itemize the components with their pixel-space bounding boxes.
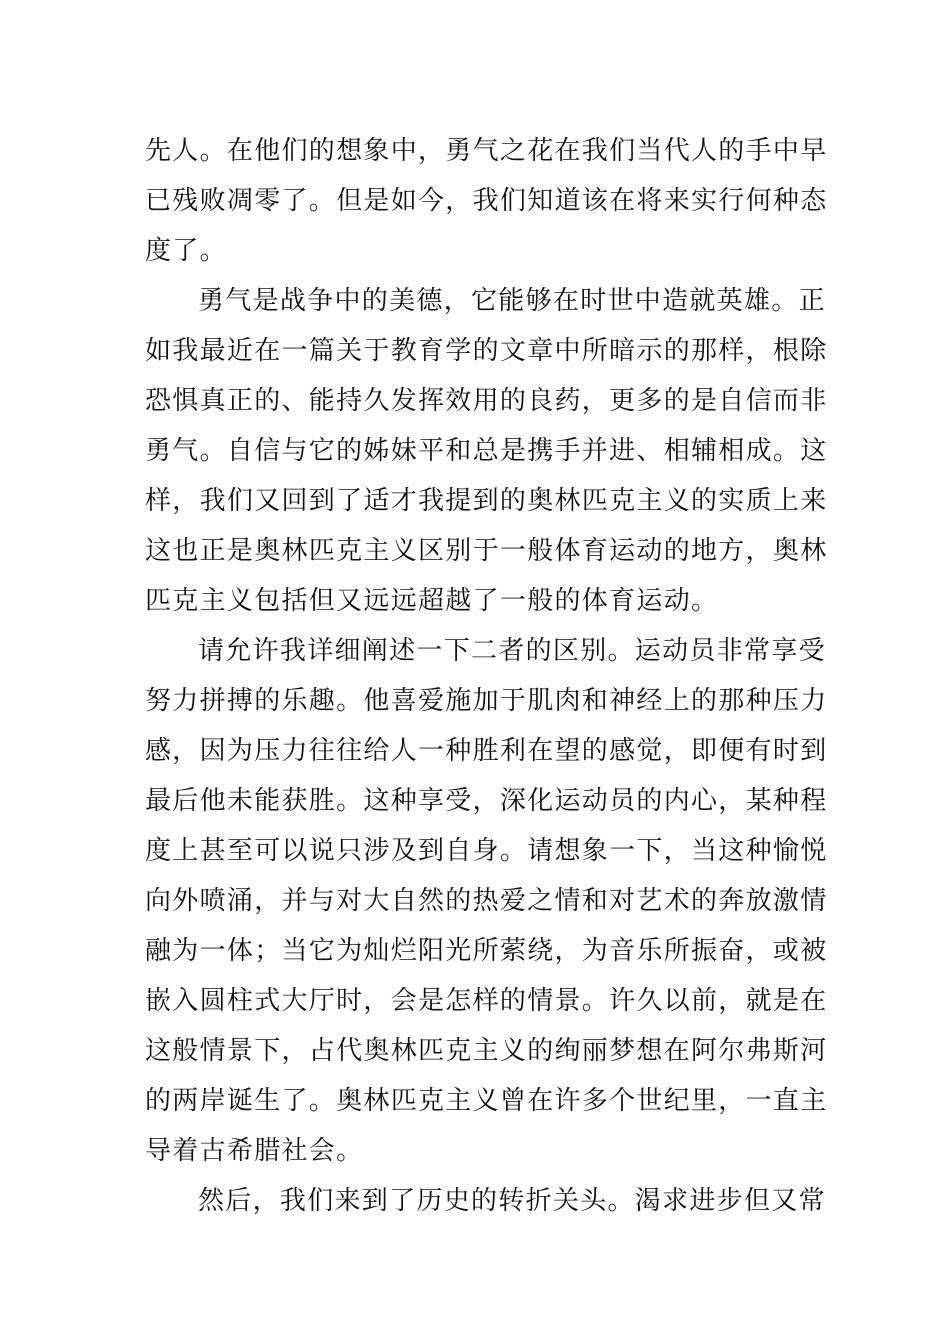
body-text: [145, 126, 828, 1226]
text-line: 导着古希腊社会。: [145, 1136, 364, 1166]
text-line: 努力拼搏的乐趣。他喜爱施加于肌肉和神经上的那种压力: [145, 686, 828, 716]
paragraph-1: [145, 126, 828, 276]
text-line: 样，我们又回到了适才我提到的奥林匹克主义的实质上来: [145, 486, 828, 516]
text-line: 勇气。自信与它的姊妹平和总是携手并进、相辅相成。这: [145, 436, 828, 466]
text-line: 嵌入圆柱式大厅时，会是怎样的情景。许久以前，就是在: [145, 986, 828, 1016]
text-line: 这也正是奥林匹克主义区别于一般体育运动的地方，奥林: [145, 536, 828, 566]
text-line: 如我最近在一篇关于教育学的文章中所暗示的那样，根除: [145, 336, 828, 366]
text-line: 这般情景下，占代奥林匹克主义的绚丽梦想在阿尔弗斯河: [145, 1036, 828, 1066]
text-line: 的两岸诞生了。奥林匹克主义曾在许多个世纪里，一直主: [145, 1086, 828, 1116]
text-line: 先人。在他们的想象中，勇气之花在我们当代人的手中早: [145, 136, 828, 166]
text-line: 然后，我们来到了历史的转折关头。渴求进步但又常: [198, 1186, 826, 1216]
text-line: 度了。: [145, 236, 227, 266]
text-line: 请允许我详细阐述一下二者的区别。运动员非常享受: [198, 636, 826, 666]
text-line: 匹克主义包括但又远远超越了一般的体育运动。: [145, 586, 719, 616]
text-line: 向外喷涌，并与对大自然的热爱之情和对艺术的奔放激情: [145, 886, 828, 916]
text-line: 度上甚至可以说只涉及到自身。请想象一下，当这种愉悦: [145, 836, 828, 866]
paragraph-3: [145, 626, 828, 1176]
text-line: 勇气是战争中的美德，它能够在时世中造就英雄。正: [198, 286, 826, 316]
paragraph-2: [145, 276, 828, 626]
text-line: 已残败凋零了。但是如今，我们知道该在将来实行何种态: [145, 186, 828, 216]
text-line: 融为一体；当它为灿烂阳光所萦绕，为音乐所振奋，或被: [145, 936, 828, 966]
paragraph-4: [145, 1176, 826, 1226]
text-line: 最后他未能获胜。这种享受，深化运动员的内心，某种程: [145, 786, 828, 816]
text-line: 感，因为压力往往给人一种胜利在望的感觉，即便有时到: [145, 736, 828, 766]
text-line: 恐惧真正的、能持久发挥效用的良药，更多的是自信而非: [145, 386, 828, 416]
